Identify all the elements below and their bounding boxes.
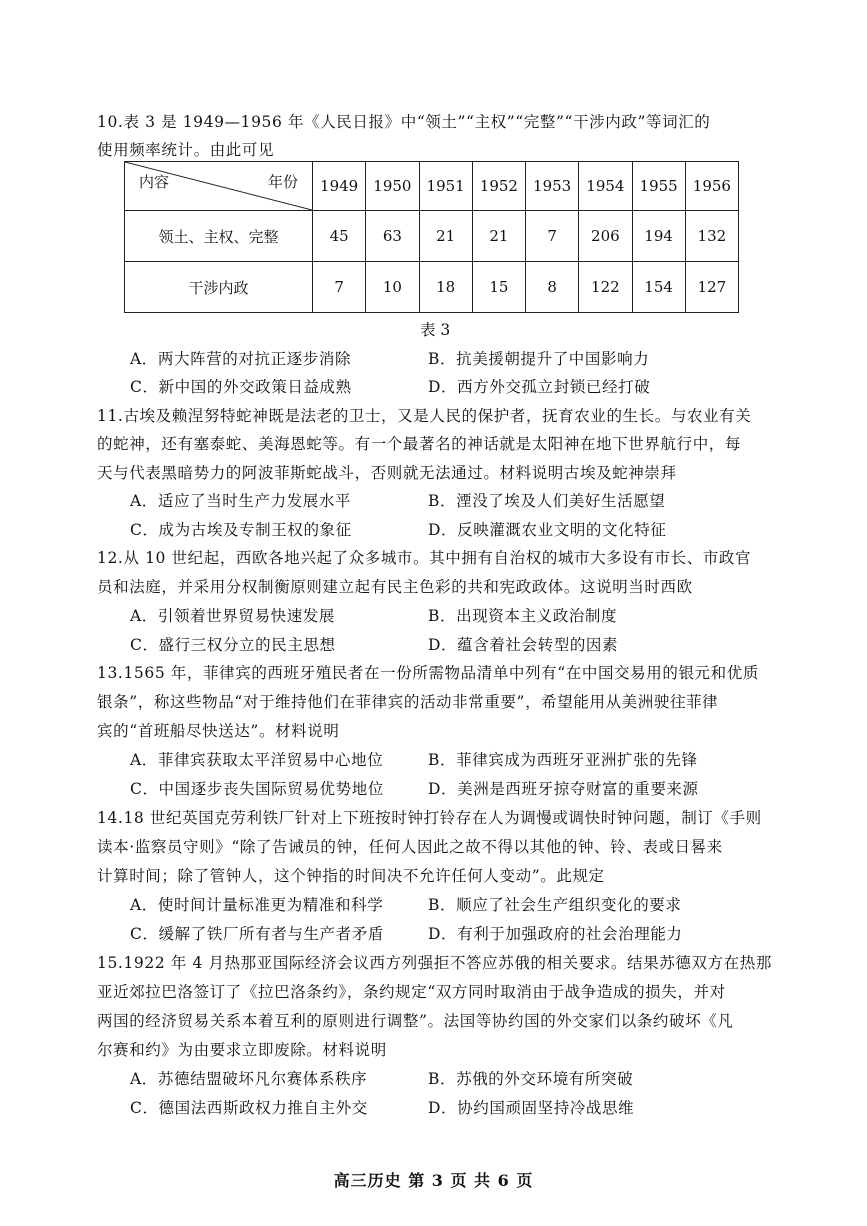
row-label: 领土、主权、完整: [125, 211, 313, 262]
q10-option-d: D．西方外交孤立封锁已经打破: [428, 378, 651, 396]
table-cell: 15: [472, 262, 525, 313]
q11-option-a: A．适应了当时生产力发展水平: [130, 492, 352, 510]
table-row: [125, 262, 739, 313]
q15-option-c: C．德国法西斯政权力推自主外交: [130, 1099, 368, 1117]
table-cell: 63: [366, 211, 419, 262]
q14-option-c: C．缓解了铁厂所有者与生产者矛盾: [130, 925, 384, 943]
q12-option-b: B．出现资本主义政治制度: [428, 607, 618, 625]
q14-stem-line: 14.18 世纪英国克劳利铁厂针对上下班按时钟打铃存在人为调慢或调快时钟问题，制订《手则: [97, 809, 762, 827]
q15-stem-line: 两国的经济贸易关系本着互利的原则进行调整”。法国等协约国的外交家们以条约破坏《凡: [97, 1012, 734, 1030]
q13-stem-line: 银条”，称这些物品“对于维持他们在菲律宾的活动非常重要”，希望能用从美洲驶往菲律: [97, 693, 719, 711]
q11-stem-line: 11.古埃及赖涅努特蛇神既是法老的卫士，又是人民的保护者，抚育农业的生长。与农业有关: [97, 407, 752, 425]
q10-option-c: C．新中国的外交政策日益成熟: [130, 378, 352, 396]
q14-option-a: A．使时间计量标准更为精准和科学: [130, 896, 384, 914]
year-header: 1956: [685, 162, 738, 211]
year-header: 1949: [313, 162, 366, 211]
year-header: 1952: [472, 162, 525, 211]
year-header: 1953: [526, 162, 579, 211]
table-cell: 127: [685, 262, 738, 313]
q12-option-d: D．蕴含着社会转型的因素: [428, 636, 619, 654]
q11-stem-line: 天与代表黑暗势力的阿波菲斯蛇战斗，否则就无法通过。材料说明古埃及蛇神崇拜: [97, 464, 677, 482]
q11-option-c: C．成为古埃及专制王权的象征: [130, 521, 352, 539]
q11-option-d: D．反映灌溉农业文明的文化特征: [428, 521, 667, 539]
q15-option-d: D．协约国顽固坚持冷战思维: [428, 1099, 635, 1117]
table-row: [125, 211, 739, 262]
table-cell: 194: [632, 211, 685, 262]
q13-stem-line: 宾的“首班船尽快送达”。材料说明: [97, 722, 340, 740]
table-cell: 122: [579, 262, 632, 313]
q10-option-a: A．两大阵营的对抗正逐步消除: [130, 350, 352, 368]
q14-option-b: B．顺应了社会生产组织变化的要求: [428, 896, 682, 914]
year-header: 1955: [632, 162, 685, 211]
table-cell: 21: [472, 211, 525, 262]
q13-option-d: D．美洲是西班牙掠夺财富的重要来源: [428, 780, 699, 798]
q14-stem-line: 读本·监察员守则》“除了告诫员的钟，任何人因此之故不得以其他的钟、铃、表或日晷来: [97, 838, 723, 856]
table-cell: 7: [526, 211, 579, 262]
table-cell: 154: [632, 262, 685, 313]
table-cell: 10: [366, 262, 419, 313]
table-cell: 18: [419, 262, 472, 313]
table-caption: 表 3: [420, 321, 451, 339]
table-cell: 45: [313, 211, 366, 262]
q10-option-b: B．抗美援朝提升了中国影响力: [428, 350, 650, 368]
q15-option-b: B．苏俄的外交环境有所突破: [428, 1070, 634, 1088]
frequency-table: [124, 161, 739, 313]
table-cell: 7: [313, 262, 366, 313]
table-cell: 21: [419, 211, 472, 262]
year-header: 1954: [579, 162, 632, 211]
table-header-row: [125, 162, 739, 211]
q12-stem-line: 12.从 10 世纪起，西欧各地兴起了众多城市。其中拥有自治权的城市大多设有市长、市政官: [97, 549, 752, 567]
q13-option-a: A．菲律宾获取太平洋贸易中心地位: [130, 751, 384, 769]
q12-option-c: C．盛行三权分立的民主思想: [130, 636, 336, 654]
table-cell: 206: [579, 211, 632, 262]
q15-stem-line: 尔赛和约》为由要求立即废除。材料说明: [97, 1041, 387, 1059]
table-corner-cell: [125, 162, 313, 211]
table-cell: 8: [526, 262, 579, 313]
q15-stem-line: 亚近郊拉巴洛签订了《拉巴洛条约》，条约规定“双方同时取消由于战争造成的损失，并对: [97, 983, 726, 1001]
row-label: 干涉内政: [125, 262, 313, 313]
q12-option-a: A．引领着世界贸易快速发展: [130, 607, 335, 625]
table-cell: 132: [685, 211, 738, 262]
q12-stem-line: 员和法庭，并采用分权制衡原则建立起有民主色彩的共和宪政政体。这说明当时西欧: [97, 578, 693, 596]
q11-stem-line: 的蛇神，还有塞泰蛇、美海恩蛇等。有一个最著名的神话就是太阳神在地下世界航行中，每: [97, 435, 742, 453]
q13-option-b: B．菲律宾成为西班牙亚洲扩张的先锋: [428, 751, 698, 769]
q10-stem-line: 使用频率统计。由此可见: [97, 141, 275, 159]
page-footer: 高三历史 第 3 页 共 6 页: [333, 1171, 534, 1190]
year-header: 1951: [419, 162, 472, 211]
corner-label-year: 年份: [267, 173, 298, 191]
q14-option-d: D．有利于加强政府的社会治理能力: [428, 925, 683, 943]
year-header: 1950: [366, 162, 419, 211]
q15-option-a: A．苏德结盟破坏凡尔赛体系秩序: [130, 1070, 368, 1088]
q15-stem-line: 15.1922 年 4 月热那亚国际经济会议西方列强拒不答应苏俄的相关要求。结果苏德双方在热那: [97, 954, 772, 972]
q13-stem-line: 13.1565 年，菲律宾的西班牙殖民者在一份所需物品清单中列有“在中国交易用的银元和优质: [97, 664, 759, 682]
corner-label-content: 内容: [139, 173, 170, 191]
q11-option-b: B．湮没了埃及人们美好生活愿望: [428, 492, 666, 510]
q14-stem-line: 计算时间；除了管钟人，这个钟指的时间决不允许任何人变动”。此规定: [97, 867, 605, 885]
q13-option-c: C．中国逐步丧失国际贸易优势地位: [130, 780, 384, 798]
q10-stem-line: 10.表 3 是 1949—1956 年《人民日报》中“领土”“主权”“完整”“干涉内政”等词汇的: [97, 113, 711, 131]
